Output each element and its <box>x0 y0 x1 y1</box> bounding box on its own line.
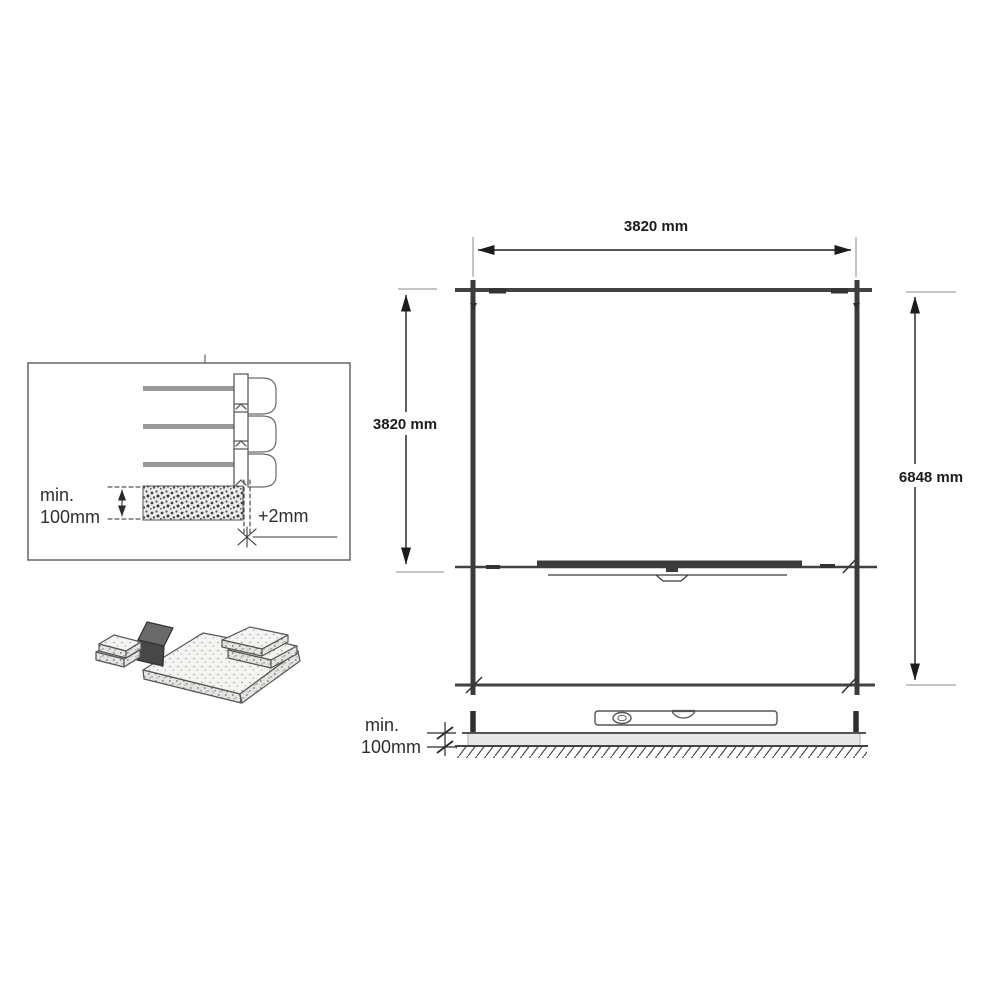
detail-inset <box>28 355 350 560</box>
inset-min-label-line2: 100mm <box>40 507 101 527</box>
foundation-slab <box>468 733 860 746</box>
sketch-brick-pair <box>96 635 141 667</box>
plan-depth-label: 3820 mm <box>372 416 438 433</box>
spirit-level <box>595 711 777 725</box>
plan-joint-marks <box>466 291 860 693</box>
side-min-label-line1: min. <box>365 715 400 735</box>
level-bubble <box>618 715 626 721</box>
inset-tolerance-label: +2mm <box>258 506 309 526</box>
base-side-view <box>361 711 868 758</box>
ground-hatching <box>456 747 867 758</box>
side-min-label-line2: 100mm <box>361 737 422 757</box>
foundation-materials-sketch <box>96 622 300 703</box>
overall-height-label: 6848 mm <box>898 469 964 486</box>
side-min-dimension <box>427 722 456 756</box>
plan-door-threshold <box>537 564 802 581</box>
foundation-plan <box>455 280 877 695</box>
inset-border <box>28 363 350 560</box>
inset-min-label-line1: min. <box>40 485 75 505</box>
top-dim-extension-lines <box>473 237 856 277</box>
right-dim-extension-lines <box>906 292 956 685</box>
plan-width-label: 3820 mm <box>623 218 689 235</box>
inset-foundation-strip <box>143 486 243 520</box>
